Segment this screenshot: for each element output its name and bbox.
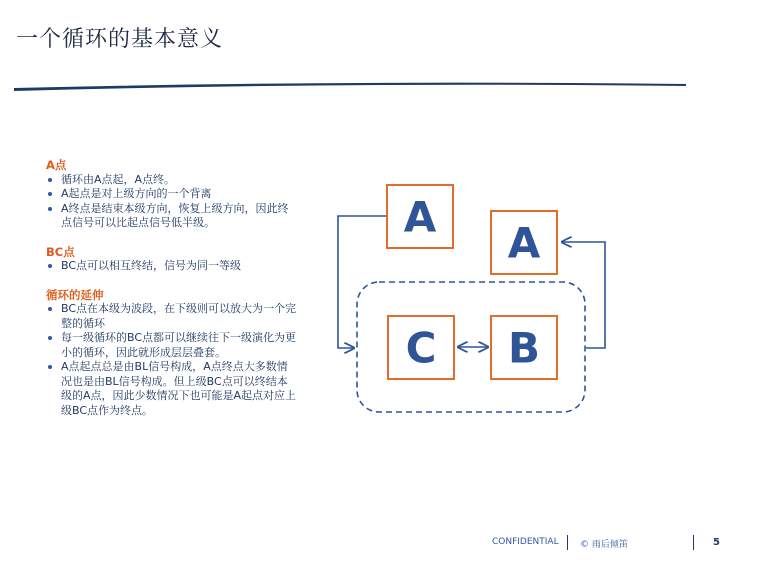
box-c-label: C [405,323,437,373]
cycle-diagram [330,180,620,420]
list-item: BC点在本级为波段，在下级则可以放大为一个完整的循环 [46,302,298,331]
box-b-label: B [507,323,541,373]
footer-divider [567,535,568,550]
box-a-start-label: A [403,192,437,242]
box-a-end-label: A [507,218,541,268]
section-heading-extension: 循环的延伸 [46,287,104,302]
footer-confidential: CONFIDENTIAL [492,537,559,547]
text-content [46,158,298,418]
section-heading-a: A点 [46,158,67,172]
list-item: 每一级循环的BC点都可以继续往下一级演化为更小的循环，因此就形成层层叠套。 [46,331,298,360]
list-item: 循环由A点起，A点终。 [46,173,298,188]
footer-divider [693,535,694,550]
page-title: 一个循环的基本意义 [16,27,224,52]
box-b [491,316,557,379]
title-underline [0,72,700,92]
page-number: 5 [713,537,720,548]
list-item: BC点可以相互终结，信号为同一等级 [46,259,298,274]
list-item: A终点是结束本级方向，恢复上级方向，因此终点信号可以比起点信号低半级。 [46,202,298,231]
box-a-end [491,211,557,274]
bullet-list-extension [46,302,298,418]
box-c [388,316,454,379]
box-a-start [387,185,453,248]
footer-copyright: © 雨后倾笛 [580,540,628,550]
bullet-list-bc [46,259,298,274]
bullet-list-a [46,173,298,231]
section-heading-bc: BC点 [46,244,75,259]
arrow-b-to-a [562,242,605,348]
list-item: A起点是对上级方向的一个背离 [46,187,298,202]
list-item: A点起点总是由BL信号构成，A点终点大多数情况也是由BL信号构成。但上级BC点可以终结本级的A点，因此少数情况下也可能是A起点对应上级BC点作为终点。 [46,360,298,418]
